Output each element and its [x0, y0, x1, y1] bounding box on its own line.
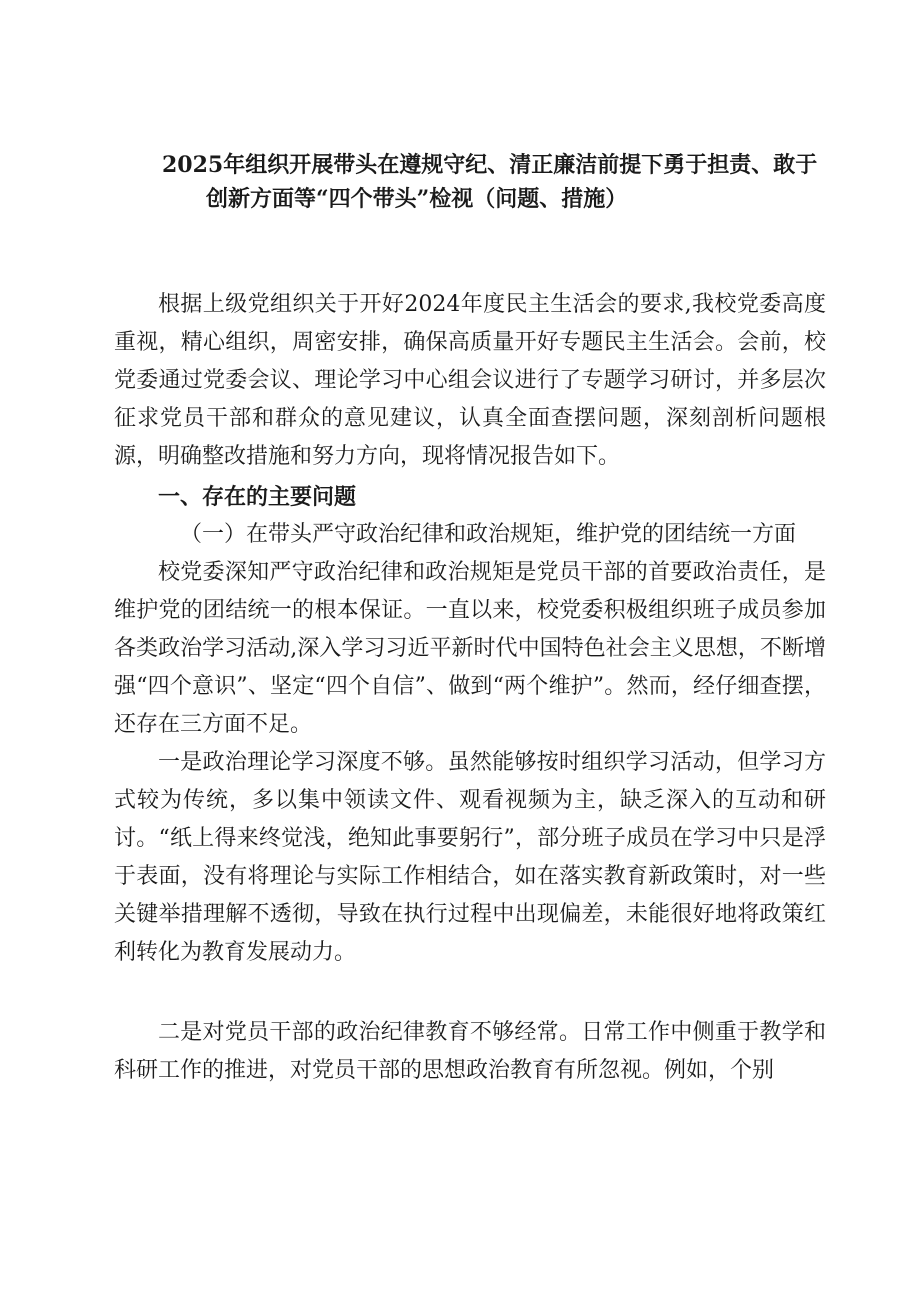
subsection-heading: （一）在带头严守政治纪律和政治规矩，维护党的团结统一方面 — [180, 522, 797, 547]
body-paragraph: 一是政治理论学习深度不够。虽然能够按时组织学习活动，但学习方式较为传统，多以集中领读文件、观看视频为主，缺乏深入的互动和研讨。“纸上得来终觉浅，绝知此事要躬行”，部分班子成员在学习中只是浮于表面，没有将理论与实际工作相结合，如在落实教育新政策时，对一些关键举措理解不透彻，导致在执行过程中出现偏差，未能很好地将政策红利转化为教育发展动力。 — [114, 750, 826, 965]
title-line-1: 2025年组织开展带头在遵规守纪、清正廉洁前提下勇于担责、敢于 — [162, 152, 818, 178]
body-paragraph: 校党委深知严守政治纪律和政治规矩是党员干部的首要政治责任，是维护党的团结统一的根本保证。一直以来，校党委积极组织班子成员参加各类政治学习活动,深入学习习近平新时代中国特色社会主义思想，不断增强“四个意识”、坚定“四个自信”、做到“两个维护”。然而，经仔细查摆，还存在三方面不足。 — [114, 560, 826, 737]
document-body — [114, 286, 826, 1090]
body-paragraph: 二是对党员干部的政治纪律教育不够经常。日常工作中侧重于教学和科研工作的推进，对党员干部的思想政治教育有所忽视。例如，个别 — [114, 1020, 826, 1083]
section-heading: 一、存在的主要问题 — [158, 484, 357, 510]
intro-paragraph: 根据上级党组织关于开好2024年度民主生活会的要求,我校党委高度重视，精心组织，周密安排，确保高质量开好专题民主生活会。会前，校党委通过党委会议、理论学习中心组会议进行了专题学习研讨，并多层次征求党员干部和群众的意见建议，认真全面查摆问题，深刻剖析问题根源，明确整改措施和努力方向，现将情况报告如下。 — [114, 292, 826, 469]
document-title — [150, 148, 850, 216]
title-line-2: 创新方面等“四个带头”检视（问题、措施） — [206, 186, 628, 212]
